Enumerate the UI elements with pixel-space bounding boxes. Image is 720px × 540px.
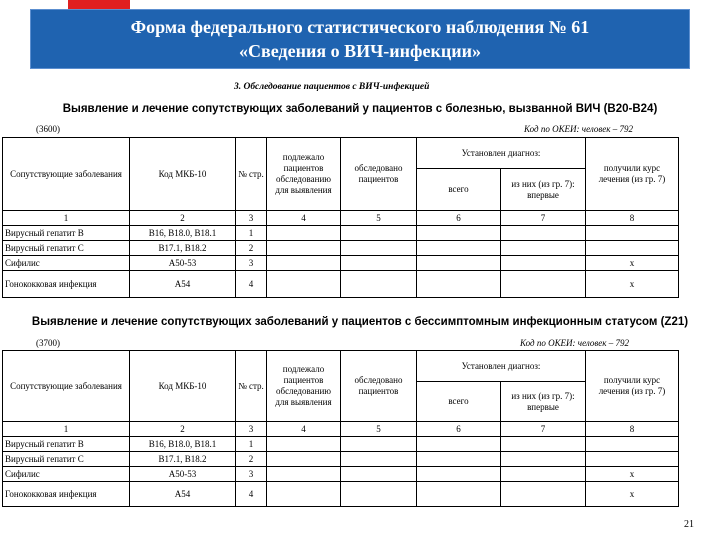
col-number: 2 [130, 422, 236, 437]
col-diagnosis: Установлен диагноз: [417, 138, 586, 169]
row-name: Сифилис [3, 256, 130, 271]
col-to-examine: подлежало пациентов обследованию для выявления [267, 351, 341, 422]
column-numbers-row [3, 211, 679, 226]
col-number: 4 [267, 211, 341, 226]
row-name: Вирусный гепатит С [3, 452, 130, 467]
header-row [3, 138, 679, 169]
col-mkb: Код МКБ-10 [130, 351, 236, 422]
row-line: 2 [236, 241, 267, 256]
row-mark: х [586, 271, 679, 298]
cell-value[interactable] [267, 467, 341, 482]
col-number: 5 [341, 211, 417, 226]
table-row [3, 437, 679, 452]
cell-value[interactable] [501, 437, 586, 452]
section-2-table [2, 350, 679, 507]
col-treatment: получили курс лечения (из гр. 7) [586, 351, 679, 422]
cell-value[interactable] [417, 452, 501, 467]
cell-value[interactable] [501, 271, 586, 298]
table-row [3, 271, 679, 298]
table-row [3, 226, 679, 241]
subheading: 3. Обследование пациентов с ВИЧ-инфекцией [234, 82, 430, 92]
col-number: 8 [586, 422, 679, 437]
table-row [3, 467, 679, 482]
cell-value[interactable] [341, 241, 417, 256]
cell-value[interactable] [267, 482, 341, 507]
row-name: Сифилис [3, 467, 130, 482]
section-1-code: (3600) [36, 124, 60, 134]
row-mkb: B16, B18.0, B18.1 [130, 226, 236, 241]
section-1-okei: Код по ОКЕИ: человек – 792 [524, 124, 633, 134]
table-row [3, 256, 679, 271]
col-number: 5 [341, 422, 417, 437]
col-to-examine: подлежало пациентов обследованию для выявления [267, 138, 341, 211]
title-line-2: «Сведения о ВИЧ-инфекции» [239, 41, 481, 61]
row-mark: х [586, 467, 679, 482]
cell-value[interactable] [417, 271, 501, 298]
col-examined: обследовано пациентов [341, 138, 417, 211]
section-2-okei: Код по ОКЕИ: человек – 792 [520, 338, 629, 348]
cell-value[interactable] [267, 226, 341, 241]
col-first-time: из них (из гр. 7): впервые [501, 382, 586, 422]
col-number: 2 [130, 211, 236, 226]
col-number: 8 [586, 211, 679, 226]
col-number: 4 [267, 422, 341, 437]
cell-value[interactable] [341, 467, 417, 482]
row-mark [586, 241, 679, 256]
row-name: Вирусный гепатит В [3, 437, 130, 452]
decorative-red-bar [68, 0, 130, 9]
row-mkb: A50-53 [130, 256, 236, 271]
cell-value[interactable] [501, 256, 586, 271]
cell-value[interactable] [501, 452, 586, 467]
row-line: 1 [236, 226, 267, 241]
col-number: 3 [236, 422, 267, 437]
row-mkb: B17.1, B18.2 [130, 241, 236, 256]
col-diagnosis: Установлен диагноз: [417, 351, 586, 382]
row-mkb: A54 [130, 271, 236, 298]
col-number: 6 [417, 211, 501, 226]
row-line: 4 [236, 271, 267, 298]
row-mark [586, 226, 679, 241]
cell-value[interactable] [417, 256, 501, 271]
cell-value[interactable] [501, 467, 586, 482]
row-mark: х [586, 482, 679, 507]
col-number: 7 [501, 422, 586, 437]
cell-value[interactable] [501, 241, 586, 256]
col-number: 7 [501, 211, 586, 226]
cell-value[interactable] [267, 271, 341, 298]
col-diseases: Сопутствующие заболевания [3, 138, 130, 211]
cell-value[interactable] [267, 437, 341, 452]
row-name: Вирусный гепатит В [3, 226, 130, 241]
cell-value[interactable] [501, 226, 586, 241]
cell-value[interactable] [417, 482, 501, 507]
col-diseases: Сопутствующие заболевания [3, 351, 130, 422]
row-name: Гонококковая инфекция [3, 482, 130, 507]
row-line: 3 [236, 256, 267, 271]
col-total: всего [417, 382, 501, 422]
column-numbers-row [3, 422, 679, 437]
page-number: 21 [684, 519, 694, 530]
row-mark: х [586, 256, 679, 271]
header-row [3, 351, 679, 382]
cell-value[interactable] [341, 482, 417, 507]
table-row [3, 452, 679, 467]
cell-value[interactable] [417, 241, 501, 256]
cell-value[interactable] [417, 226, 501, 241]
cell-value[interactable] [341, 256, 417, 271]
section-1-caption: Выявление и лечение сопутствующих заболеваний у пациентов с болезнью, вызванной ВИЧ (В20-В24) [62, 103, 658, 115]
col-number: 1 [3, 211, 130, 226]
col-examined: обследовано пациентов [341, 351, 417, 422]
cell-value[interactable] [267, 256, 341, 271]
cell-value[interactable] [341, 452, 417, 467]
row-name: Гонококковая инфекция [3, 271, 130, 298]
title-banner [30, 9, 690, 69]
col-number: 3 [236, 211, 267, 226]
row-line: 3 [236, 467, 267, 482]
row-mark [586, 452, 679, 467]
cell-value[interactable] [267, 241, 341, 256]
cell-value[interactable] [417, 437, 501, 452]
cell-value[interactable] [341, 271, 417, 298]
cell-value[interactable] [341, 226, 417, 241]
col-first-time: из них (из гр. 7): впервые [501, 169, 586, 211]
col-total: всего [417, 169, 501, 211]
row-mkb: B17.1, B18.2 [130, 452, 236, 467]
row-mkb: B16, B18.0, B18.1 [130, 437, 236, 452]
row-line: 1 [236, 437, 267, 452]
table-row [3, 482, 679, 507]
row-mkb: A54 [130, 482, 236, 507]
cell-value[interactable] [501, 482, 586, 507]
section-1-table [2, 137, 679, 298]
title-line-1: Форма федерального статистического наблюдения № 61 [130, 17, 590, 37]
row-mkb: A50-53 [130, 467, 236, 482]
col-number: 1 [3, 422, 130, 437]
col-line-no: № стр. [236, 351, 267, 422]
col-number: 6 [417, 422, 501, 437]
cell-value[interactable] [267, 452, 341, 467]
row-line: 4 [236, 482, 267, 507]
section-2-caption: Выявление и лечение сопутствующих заболеваний у пациентов с бессимптомным инфекционным статусом (Z21) [31, 316, 689, 328]
cell-value[interactable] [341, 437, 417, 452]
section-2-code: (3700) [36, 338, 60, 348]
cell-value[interactable] [417, 467, 501, 482]
table-row [3, 241, 679, 256]
row-line: 2 [236, 452, 267, 467]
row-mark [586, 437, 679, 452]
col-mkb: Код МКБ-10 [130, 138, 236, 211]
col-treatment: получили курс лечения (из гр. 7) [586, 138, 679, 211]
row-name: Вирусный гепатит С [3, 241, 130, 256]
col-line-no: № стр. [236, 138, 267, 211]
